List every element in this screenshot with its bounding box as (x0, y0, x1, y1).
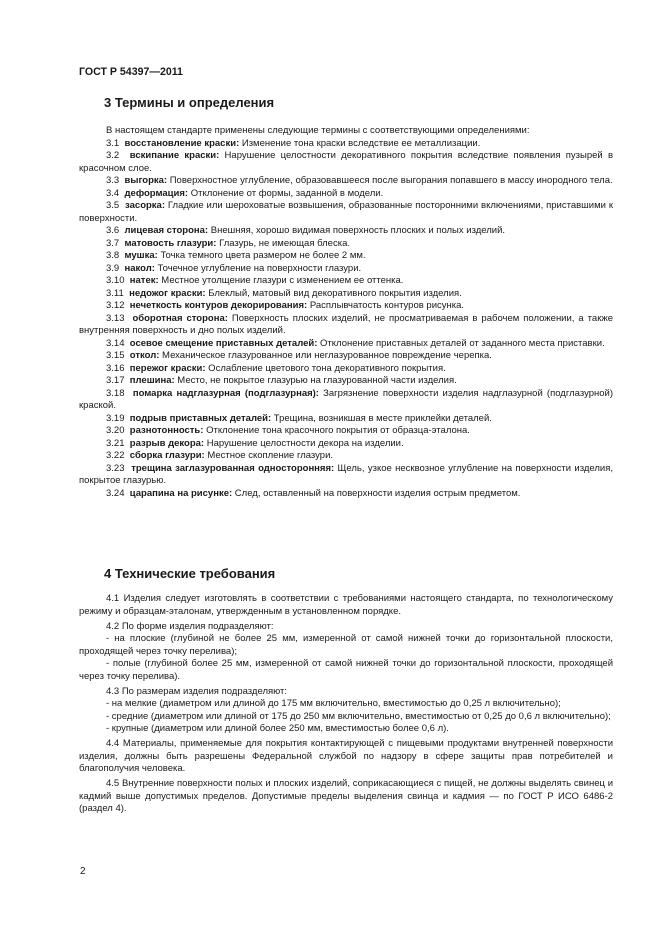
term-number: 3.20 (106, 425, 125, 436)
page-number: 2 (80, 866, 86, 877)
term-definition (79, 338, 613, 351)
term-definition (79, 238, 613, 251)
term-number: 3.14 (106, 337, 125, 349)
term-name: деформация: (124, 187, 189, 199)
term-number: 3.21 (106, 437, 125, 449)
requirement-paragraph: - средние (диаметром или длиной от 175 до 250 мм включительно, вместимостью от 0,25 до 0,6 л включительно); (106, 710, 611, 722)
term-name: откол: (129, 350, 160, 361)
requirement-paragraph: 4.5 Внутренние поверхности полых и плоских изделий, соприкасающиеся с пищей, не должны выделять свинец и кадмий выше допустимых пределов. Допустимые пределы выделения свинца и кадмия — по ГОСТ Р ИСО 6486-2 (раздел 4). (79, 778, 613, 814)
term-name: подрыв приставных деталей: (129, 412, 272, 424)
term-name: засорка: (125, 200, 166, 211)
term-number: 3.24 (106, 487, 125, 499)
requirement-paragraph: 4.2 По форме изделия подразделяют: (106, 620, 274, 632)
term-name: восстановление краски: (124, 137, 240, 149)
term-name: трещина заглазурованная односторонняя: (131, 462, 335, 474)
requirement-paragraph: - на плоские (глубиной не более 25 мм, измеренной от самой нижней точки до горизонтальной плоскости, проходящей через точку перелива); (79, 633, 613, 657)
term-definition (79, 450, 613, 463)
term-text: Отклонение приставных деталей от заданного места приставки. (317, 337, 605, 349)
standard-header: ГОСТ Р 54397—2011 (79, 66, 183, 78)
term-text: Отклонение тона красочного покрытия от образца-эталона. (203, 425, 470, 436)
term-definition (79, 350, 613, 363)
requirement-paragraph: - на мелкие (диаметром или длиной до 175 мм включительно, вместимостью до 0,25 л включительно); (106, 698, 561, 709)
term-definition (79, 138, 613, 151)
term-number: 3.9 (106, 262, 120, 274)
term-name: лицевая сторона: (124, 225, 209, 236)
term-number: 3.1 (106, 137, 120, 149)
term-number: 3.8 (106, 250, 120, 261)
term-name: натек: (129, 275, 159, 286)
term-text: Изменение тона краски вследствие ее металлизации. (239, 137, 481, 149)
term-definition (79, 288, 613, 301)
term-definition (79, 463, 613, 488)
term-text: Отклонение от формы, заданной в модели. (188, 187, 384, 199)
term-definition (79, 363, 613, 376)
requirement-paragraph: - крупные (диаметром или длиной более 250 мм, вместимостью более 0,6 л). (106, 723, 449, 734)
term-definition (79, 200, 613, 225)
term-definition (79, 250, 613, 263)
term-text: Трещина, возникшая в месте приклейки деталей. (271, 412, 492, 424)
term-definition (79, 175, 613, 188)
term-name: помарка надглазурная (подглазурная): (132, 387, 319, 399)
term-definition (79, 375, 613, 388)
term-definition (79, 275, 613, 288)
section-3-body (79, 125, 613, 500)
term-number: 3.4 (106, 187, 120, 199)
term-text: Местное скопление глазури. (204, 450, 334, 461)
term-number: 3.11 (106, 287, 124, 299)
term-text: Ослабление цветового тона декоративного покрытия. (205, 362, 446, 374)
term-name: матовость глазури: (124, 237, 217, 249)
term-text: Щель, узкое несквозное углубление на поверхности изделия, покрытое глазурью. (79, 462, 613, 486)
term-name: вскипание краски: (129, 150, 220, 161)
term-name: недожог краски: (129, 287, 206, 299)
term-text: Внешняя, хорошо видимая поверхность плоских и полых изделий. (208, 225, 506, 236)
term-name: разнотонность: (129, 425, 204, 436)
term-definition (79, 425, 613, 438)
term-number: 3.18 (106, 387, 125, 399)
term-text: Нарушение целостности декоративного покрытия вследствие появления пузырей в красочном слое. (79, 150, 614, 174)
term-number: 3.10 (106, 275, 125, 286)
term-text: След, оставленный на поверхности изделия острым предметом. (232, 487, 521, 499)
term-number: 3.3 (106, 175, 120, 186)
requirement-paragraph: 4.4 Материалы, применяемые для покрытия контактирующей с пищевыми продуктами внутренней поверхности изделия, должны быть разрешены Федеральной службой по надзору в сфере защиты прав потребителей и благополучия человека. (79, 738, 613, 774)
term-name: царапина на рисунке: (129, 487, 233, 499)
term-definition (79, 313, 613, 338)
term-number: 3.7 (106, 237, 120, 249)
term-text: Загрязнение поверхности изделия надглазурной (подглазурной) краской. (79, 387, 614, 411)
term-text: Точка темного цвета размером не более 2 мм. (157, 250, 366, 261)
term-text: Гладкие или шероховатые возвышения, образованные посторонними включениями, приставшими к поверхности. (79, 200, 614, 224)
requirement-paragraph: 4.1 Изделия следует изготовлять в соответствии с требованиями настоящего стандарта, по технологическому режиму и образцам-эталонам, утвержденным в установленном порядке. (79, 593, 613, 617)
term-name: мушка: (124, 250, 158, 261)
term-number: 3.13 (106, 312, 125, 324)
term-definition (79, 438, 613, 451)
term-name: осевое смещение приставных деталей: (129, 337, 318, 349)
term-name: сборка глазури: (129, 450, 205, 461)
requirement-paragraph: - полые (глубиной более 25 мм, измеренной от самой нижней точки до горизонтальной плоскости, проходящей через точку перелива). (79, 658, 613, 682)
term-definition (79, 413, 613, 426)
term-name: накол: (124, 262, 155, 274)
term-definition (79, 150, 613, 175)
section-3-heading: 3 Термины и определения (104, 95, 275, 110)
term-definition (79, 225, 613, 238)
term-number: 3.22 (106, 450, 125, 461)
term-text: Глазурь, не имеющая блеска. (216, 237, 350, 249)
term-name: плешина: (129, 375, 175, 386)
term-text: Место, не покрытое глазурью на глазурованной части изделия. (174, 375, 457, 386)
term-number: 3.6 (106, 225, 120, 236)
term-text: Местное утолщение глазури с изменением ее оттенка. (158, 275, 404, 286)
term-number: 3.5 (106, 200, 120, 211)
section-4-heading: 4 Технические требования (104, 566, 276, 581)
term-definition (79, 300, 613, 313)
term-text: Поверхность плоских изделий, не просматриваемая в рабочем положении, а также внутренняя поверхность и дно полых изделий. (79, 312, 613, 336)
term-name: выгорка: (124, 175, 168, 186)
term-name: нечеткость контуров декорирования: (129, 300, 308, 311)
term-text: Нарушение целостности декора на изделии. (204, 437, 404, 449)
term-definition (79, 263, 613, 276)
term-name: пережог краски: (129, 362, 206, 374)
term-number: 3.15 (106, 350, 125, 361)
term-number: 3.2 (106, 150, 120, 161)
term-text: Точечное углубление на поверхности глазури. (154, 262, 362, 274)
term-number: 3.23 (106, 462, 125, 474)
term-definition (79, 388, 613, 413)
term-definition (79, 188, 613, 201)
term-number: 3.16 (106, 362, 125, 374)
section-3-intro: В настоящем стандарте применены следующие термины с соответствующими определениями: (106, 125, 530, 136)
term-definition (79, 488, 613, 501)
term-text: Поверхностное углубление, образовавшееся после выгорания попавшего в массу инородного тела. (167, 175, 613, 186)
term-name: оборотная сторона: (132, 312, 228, 324)
term-number: 3.12 (106, 300, 125, 311)
requirement-paragraph: 4.3 По размерам изделия подразделяют: (106, 685, 288, 697)
term-text: Расплывчатость контуров рисунка. (307, 300, 465, 311)
term-number: 3.17 (106, 375, 125, 386)
term-text: Механическое глазурованное или неглазурованное повреждение черепка. (159, 350, 492, 361)
term-number: 3.19 (106, 412, 125, 424)
section-4-body (79, 593, 613, 816)
term-name: разрыв декора: (129, 437, 205, 449)
term-text: Блеклый, матовый вид декоративного покрытия изделия. (205, 287, 462, 299)
